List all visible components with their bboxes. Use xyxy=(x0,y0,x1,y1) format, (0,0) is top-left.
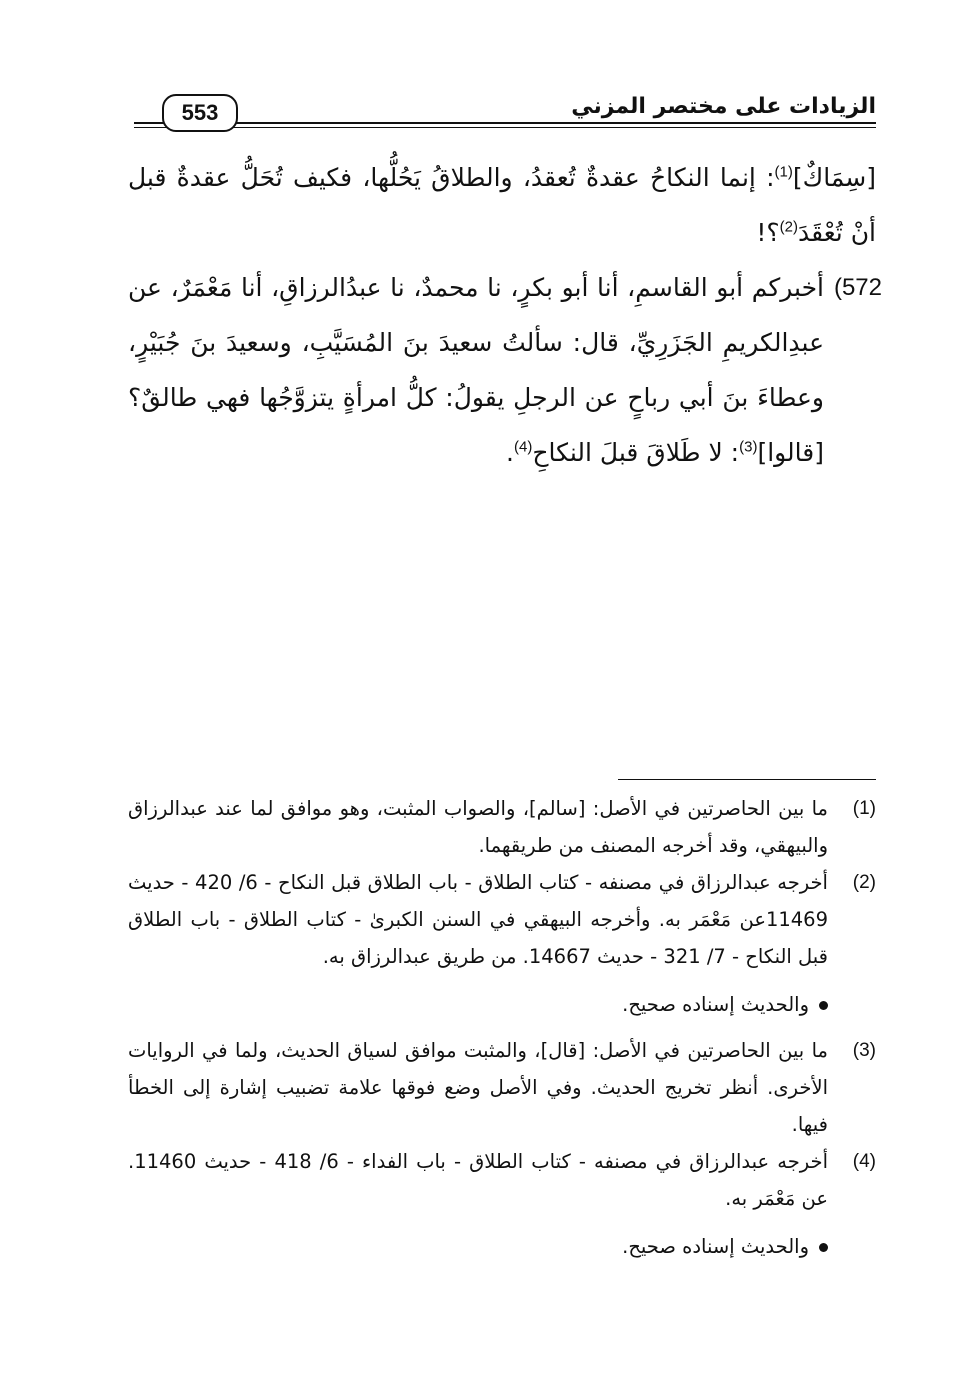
footnote-1 xyxy=(128,790,876,864)
grading-text: والحديث إسناده صحيح. xyxy=(622,1235,809,1258)
footnote-number: (2) xyxy=(852,872,876,893)
hadith-number: 572) xyxy=(833,274,882,301)
bullet-icon xyxy=(819,1243,828,1252)
footnote-3 xyxy=(128,1032,876,1143)
page-number: 553 xyxy=(162,94,238,132)
footnote-number: (4) xyxy=(852,1151,876,1172)
footnote-4-grading xyxy=(128,1228,876,1265)
bullet-icon xyxy=(819,1001,828,1010)
running-title: الزيادات على مختصر المزني xyxy=(571,94,876,119)
hadith-end: . xyxy=(506,438,514,467)
opening-paragraph xyxy=(128,150,876,260)
hadith-paragraph xyxy=(128,260,882,480)
hadith-text-part-2: : لا طَلاقَ قبلَ النكاحِ xyxy=(532,438,740,467)
footnote-2-grading xyxy=(128,986,876,1023)
footnote-separator xyxy=(618,779,876,780)
header-rule-bottom xyxy=(134,127,876,128)
footnote-ref-4[interactable]: (4) xyxy=(513,438,533,456)
hadith-text-part-1: أخبركم أبو القاسمِ، أنا أبو بكرٍ، نا محمدٌ، نا عبدُالرزاقِ، أنا مَعْمَرٌ، عن عبدِالكريمِ الجَزَرِيِّ، قال: سألتُ سعيدَ بنَ المُسَيَّبِ، وسعيدَ بنَ جُبَيْرٍ، وعطاءَ بنَ أبي رباحٍ عن الرجلِ يقولُ: كلُّ امرأةٍ يتزوَّجُها فهي طالقٌ؟ [قالوا] xyxy=(128,273,824,467)
footnote-ref-2[interactable]: (2) xyxy=(779,218,798,236)
opening-text: : إنما النكاحُ عقدةٌ تُعقدُ، والطلاقُ يَحُلُّها، فكيف تُحَلُّ عقدةٌ قبل أنْ تُعْقَدَ xyxy=(128,163,876,247)
footnote-number: (3) xyxy=(852,1040,876,1061)
opening-bracket-text: [سِمَاكٌ] xyxy=(792,163,876,192)
footnote-text: أخرجه عبدالرزاق في مصنفه - كتاب الطلاق - باب الفداء - 6/ 418 - حديث 11460. عن مَعْمَر به. xyxy=(128,1150,828,1210)
footnote-2 xyxy=(128,864,876,975)
opening-end: ؟! xyxy=(756,218,780,247)
grading-text: والحديث إسناده صحيح. xyxy=(622,993,809,1016)
footnote-ref-1[interactable]: (1) xyxy=(774,163,793,181)
main-text xyxy=(128,150,882,480)
footnote-text: أخرجه عبدالرزاق في مصنفه - كتاب الطلاق - باب الطلاق قبل النكاح - 6/ 420 - حديث 11469عن مَعْمَر به. وأخرجه البيهقي في السنن الكبرىٰ - كتاب الطلاق - باب الطلاق قبل النكاح - 7/ 321 - حديث 14667. من طريق عبدالرزاق به. xyxy=(128,871,828,968)
footnote-text: ما بين الحاصرتين في الأصل: [قال]، والمثبت موافق لسياق الحديث، ولما في الروايات الأخرى. أنظر تخريج الحديث. وفي الأصل وضع فوقها علامة تضبيب إشارة إلى الخطأ فيها. xyxy=(128,1039,828,1136)
footnote-text: ما بين الحاصرتين في الأصل: [سالم]، والصواب المثبت، وهو موافق لما عند عبدالرزاق والبيهقي، وقد أخرجه المصنف من طريقهما. xyxy=(128,797,828,857)
header-rule-top xyxy=(134,122,876,124)
footnote-ref-3[interactable]: (3) xyxy=(739,438,758,456)
footnote-4 xyxy=(128,1143,876,1217)
footnote-number: (1) xyxy=(852,798,876,819)
page-header xyxy=(134,92,876,136)
footnotes xyxy=(128,790,876,1274)
